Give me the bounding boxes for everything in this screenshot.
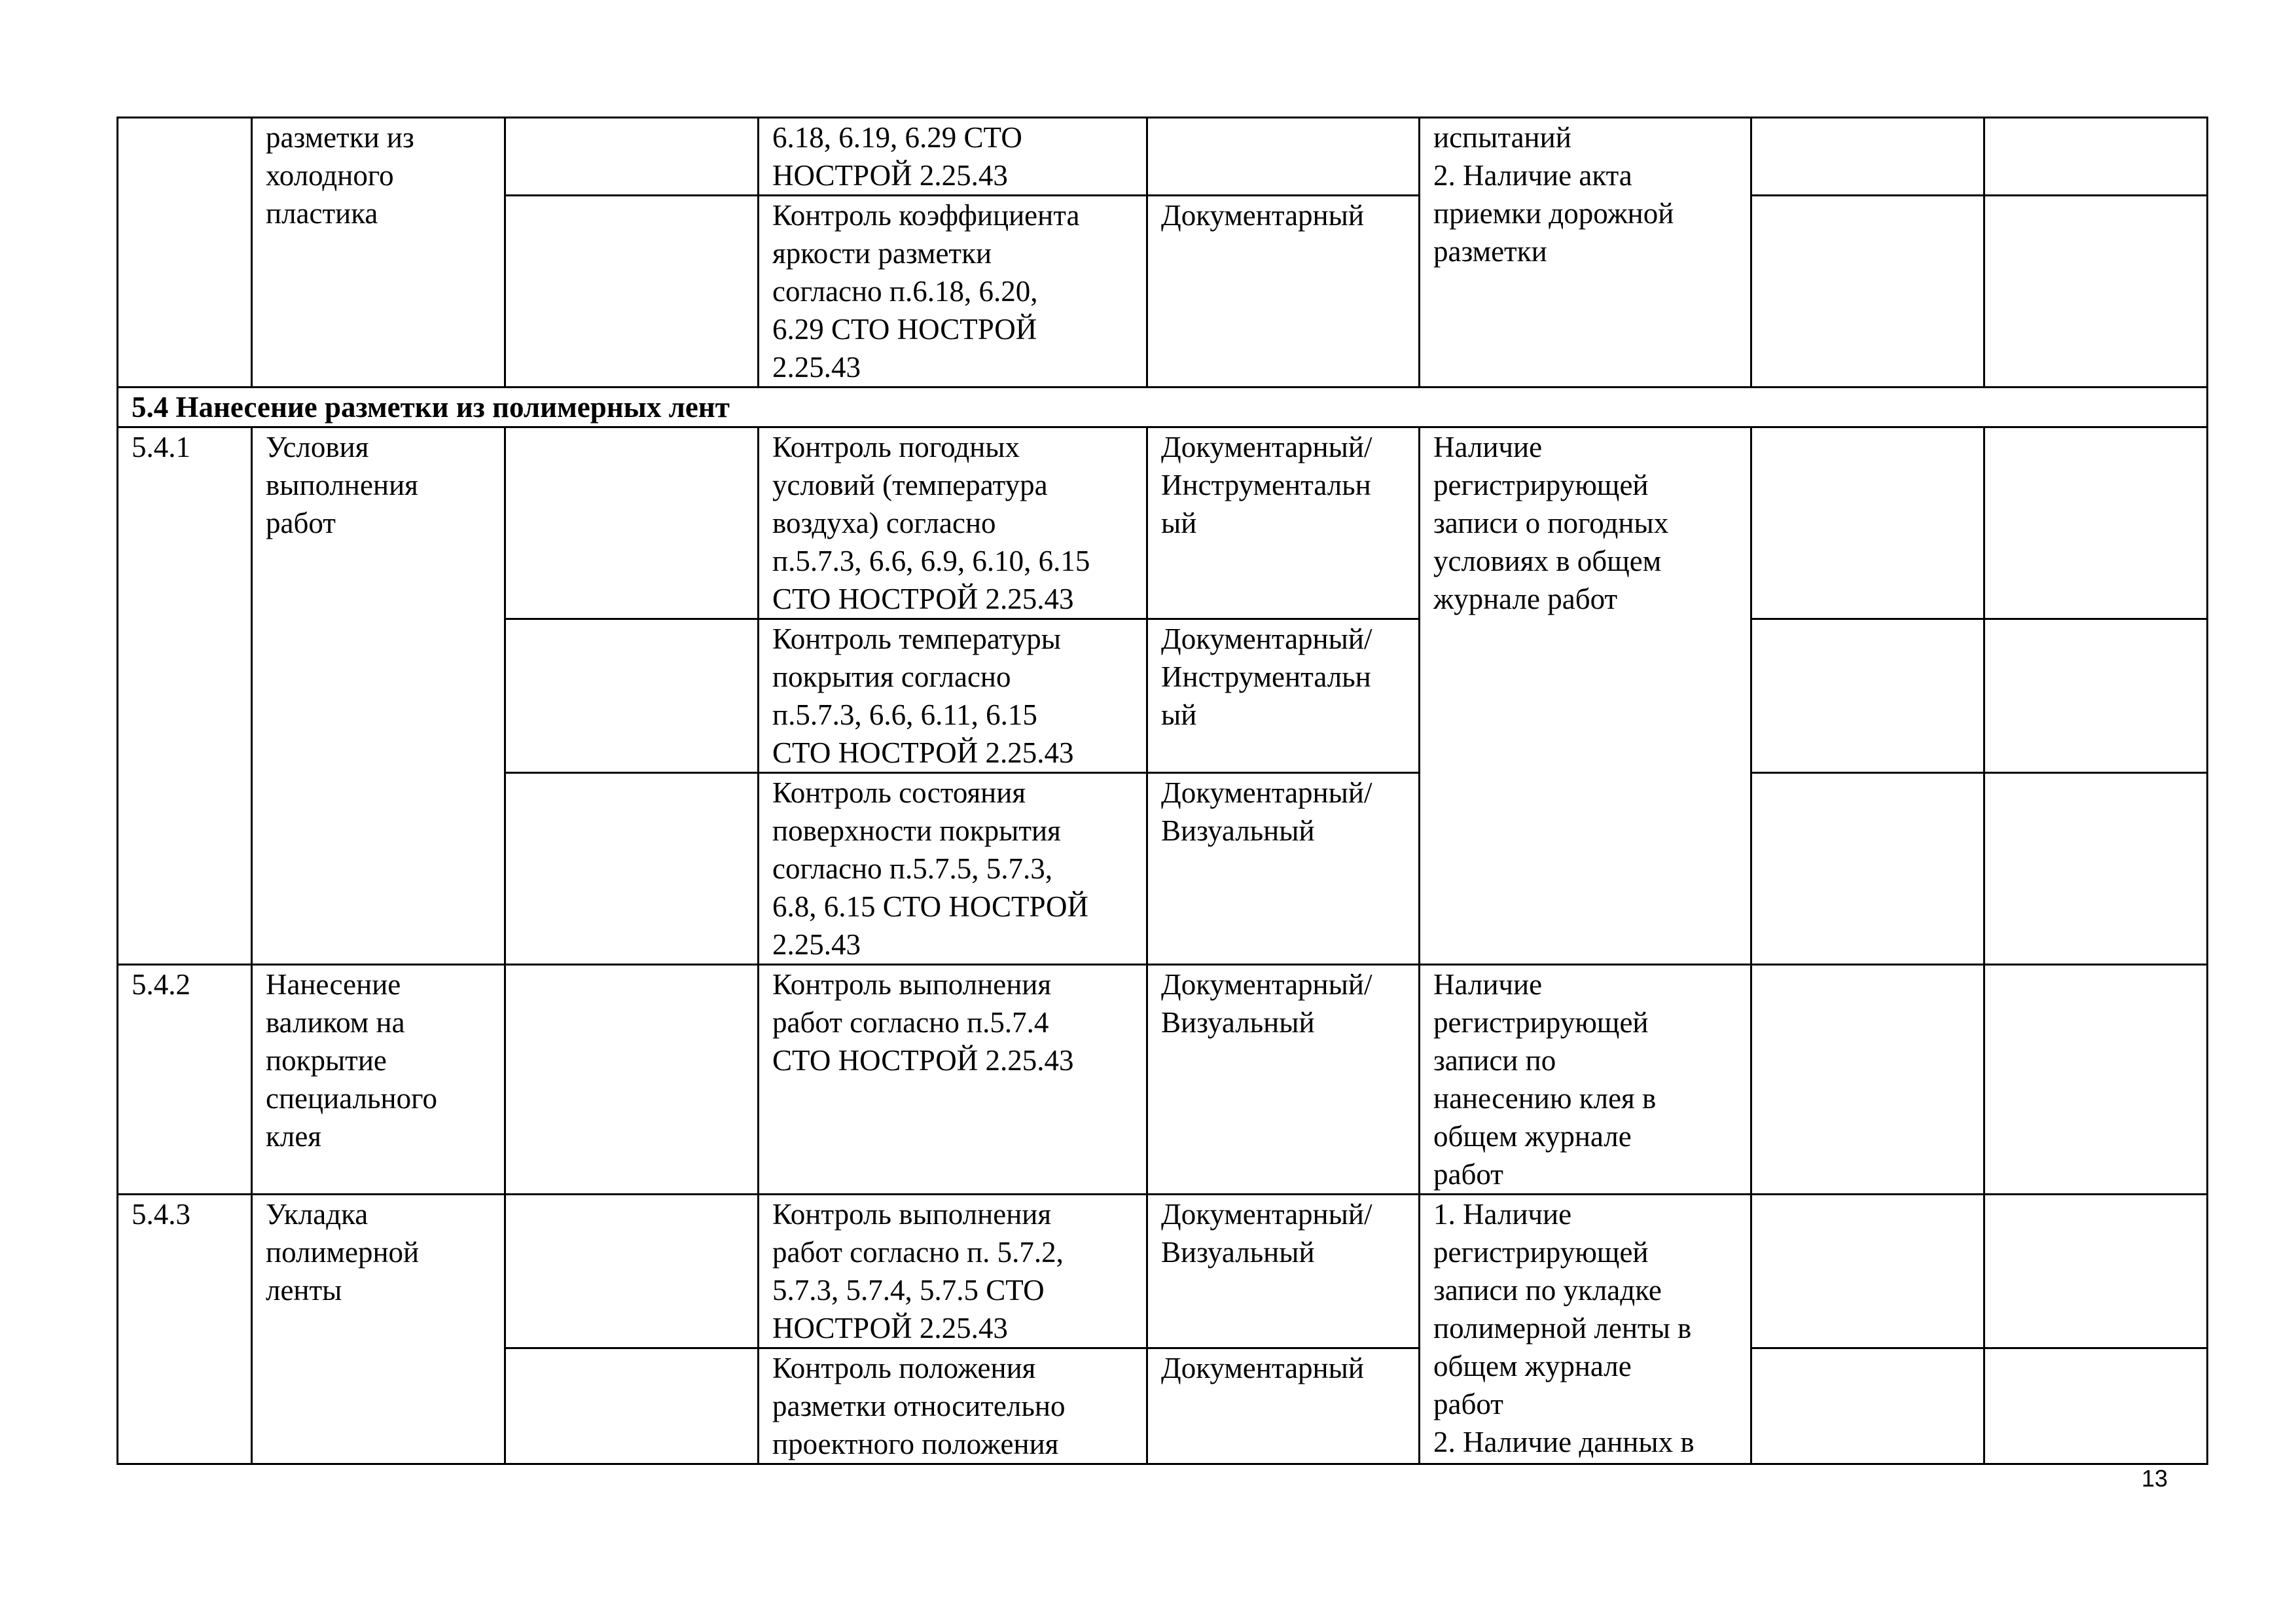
empty-cell — [1751, 427, 1984, 619]
empty-cell — [1751, 196, 1984, 388]
empty-cell — [1984, 427, 2208, 619]
control-criteria: Контроль погодных условий (температура воздуха) согласно п.5.7.3, 6.6, 6.9, 6.10, 6.15 СТО НОСТРОЙ 2.25.43 — [772, 431, 1090, 615]
control-criteria: Контроль коэффициента яркости разметки согласно п.6.18, 6.20, 6.29 СТО НОСТРОЙ 2.25.43 — [772, 199, 1080, 384]
table-row — [118, 427, 2208, 619]
control-method: Документарный/ Визуальный — [1161, 1198, 1372, 1269]
empty-cell — [1751, 965, 1984, 1195]
criteria-cell — [759, 965, 1147, 1195]
table-row — [118, 1195, 2208, 1348]
section-title: 5.4 Нанесение разметки из полимерных лент — [118, 388, 2208, 427]
criteria-cell — [759, 619, 1147, 773]
table-row — [118, 118, 2208, 196]
result-cell — [1420, 1195, 1751, 1464]
row-number: 5.4.3 — [132, 1198, 190, 1231]
control-method: Документарный — [1161, 1352, 1364, 1384]
criteria-cell — [759, 118, 1147, 196]
empty-cell — [505, 773, 759, 965]
result-document: испытаний 2. Наличие акта приемки дорожной разметки — [1433, 121, 1674, 268]
control-method: Документарный/ Инструментальн ый — [1161, 431, 1372, 539]
empty-cell — [505, 196, 759, 388]
empty-cell — [505, 427, 759, 619]
section-header-row — [118, 388, 2208, 427]
empty-cell — [505, 965, 759, 1195]
result-document: 1. Наличие регистрирующей записи по укладке полимерной ленты в общем журнале работ 2. Наличие данных в — [1433, 1198, 1695, 1458]
work-name: разметки из холодного пластика — [266, 121, 414, 230]
empty-cell — [505, 619, 759, 773]
result-document: Наличие регистрирующей записи по нанесению клея в общем журнале работ — [1433, 968, 1657, 1191]
row-number-cell — [118, 965, 252, 1195]
criteria-cell — [759, 196, 1147, 388]
method-cell — [1147, 427, 1420, 619]
row-number-cell — [118, 1195, 252, 1464]
work-name: Нанесение валиком на покрытие специального клея — [266, 968, 437, 1153]
empty-cell — [505, 1348, 759, 1464]
empty-cell — [1751, 118, 1984, 196]
empty-cell — [1984, 196, 2208, 388]
row-number-cell — [118, 427, 252, 965]
control-criteria: Контроль температуры покрытия согласно п.5.7.3, 6.6, 6.11, 6.15 СТО НОСТРОЙ 2.25.43 — [772, 623, 1074, 769]
result-cell — [1420, 965, 1751, 1195]
empty-cell — [1984, 1348, 2208, 1464]
work-name: Условия выполнения работ — [266, 431, 418, 539]
empty-cell — [505, 1195, 759, 1348]
empty-cell — [1751, 619, 1984, 773]
result-cell — [1420, 118, 1751, 388]
criteria-cell — [759, 427, 1147, 619]
empty-cell — [505, 118, 759, 196]
table-row — [118, 965, 2208, 1195]
criteria-cell — [759, 1348, 1147, 1464]
control-criteria: Контроль выполнения работ согласно п. 5.7.2, 5.7.3, 5.7.4, 5.7.5 СТО НОСТРОЙ 2.25.43 — [772, 1198, 1064, 1344]
method-cell — [1147, 1195, 1420, 1348]
method-cell — [1147, 773, 1420, 965]
work-name-cell — [252, 118, 505, 388]
empty-cell — [1984, 118, 2208, 196]
result-document: Наличие регистрирующей записи о погодных условиях в общем журнале работ — [1433, 431, 1669, 615]
row-number: 5.4.1 — [132, 431, 190, 463]
empty-cell — [1751, 773, 1984, 965]
empty-cell — [1751, 1348, 1984, 1464]
row-number-cell — [118, 118, 252, 388]
work-name-cell — [252, 965, 505, 1195]
method-cell — [1147, 196, 1420, 388]
control-method: Документарный/ Визуальный — [1161, 968, 1372, 1039]
control-criteria: Контроль выполнения работ согласно п.5.7.4 СТО НОСТРОЙ 2.25.43 — [772, 968, 1074, 1077]
control-criteria: Контроль положения разметки относительно проектного положения — [772, 1352, 1066, 1460]
empty-cell — [1984, 773, 2208, 965]
method-cell — [1147, 965, 1420, 1195]
row-number: 5.4.2 — [132, 968, 190, 1001]
result-cell — [1420, 427, 1751, 965]
inspection-table — [117, 117, 2208, 1465]
empty-cell — [1984, 619, 2208, 773]
work-name: Укладка полимерной ленты — [266, 1198, 420, 1307]
empty-cell — [1984, 1195, 2208, 1348]
method-cell — [1147, 118, 1420, 196]
criteria-cell — [759, 773, 1147, 965]
empty-cell — [1984, 965, 2208, 1195]
control-method: Документарный/ Инструментальн ый — [1161, 623, 1372, 731]
empty-cell — [1751, 1195, 1984, 1348]
work-name-cell — [252, 1195, 505, 1464]
method-cell — [1147, 619, 1420, 773]
page-number: 13 — [2141, 1465, 2168, 1492]
criteria-cell — [759, 1195, 1147, 1348]
control-criteria: 6.18, 6.19, 6.29 СТО НОСТРОЙ 2.25.43 — [772, 121, 1022, 192]
method-cell — [1147, 1348, 1420, 1464]
control-criteria: Контроль состояния поверхности покрытия согласно п.5.7.5, 5.7.3, 6.8, 6.15 СТО НОСТРОЙ 2.25.43 — [772, 776, 1089, 961]
control-method: Документарный/ Визуальный — [1161, 776, 1372, 847]
control-method: Документарный — [1161, 199, 1364, 232]
work-name-cell — [252, 427, 505, 965]
